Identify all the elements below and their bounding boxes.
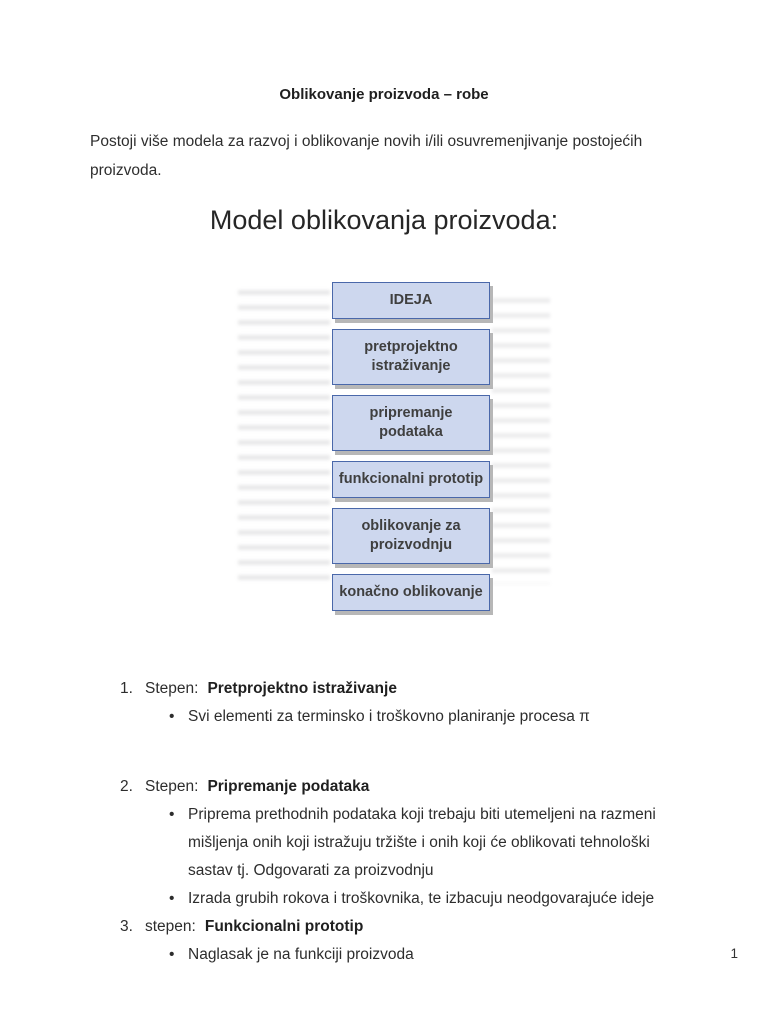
list-item bbox=[90, 913, 678, 969]
list-item-number: 1. bbox=[120, 680, 133, 697]
bullet-item: • Naglasak je na funkciji proizvoda bbox=[163, 941, 678, 969]
list-item-title: Pretprojektno istraživanje bbox=[207, 680, 397, 697]
flowchart-box-oblikovanje: oblikovanje za proizvodnju bbox=[332, 508, 490, 564]
flowchart-box-pripremanje: pripremanje podataka bbox=[332, 395, 490, 451]
flowchart-box-pretprojektno: pretprojektno istraživanje bbox=[332, 329, 490, 385]
flowchart bbox=[90, 282, 678, 611]
bullet-item: • Izrada grubih rokova i troškovnika, te izbacuju neodgovarajuće ideje bbox=[163, 885, 678, 913]
flowchart-box-funkcionalni: funkcionalni prototip bbox=[332, 461, 490, 498]
section-heading: Model oblikovanja proizvoda: bbox=[209, 205, 559, 235]
intro-paragraph: Postoji više modela za razvoj i oblikovanje novih i/ili osuvremenjivanje postojećih proizvoda. bbox=[90, 133, 643, 179]
numbered-list bbox=[90, 675, 678, 969]
list-item-title: Funkcionalni prototip bbox=[204, 918, 364, 935]
scan-bleedthrough-right bbox=[492, 298, 550, 584]
list-item-heading bbox=[120, 913, 678, 941]
bullet-item: • Priprema prethodnih podataka koji trebaju biti utemeljeni na razmeni mišljenja onih koji istražuju tržište i onih koji će oblikovati tehnološki sastav tj. Odgovarati za proizvodnju bbox=[163, 801, 678, 885]
list-item-number: 2. bbox=[120, 778, 133, 795]
list-item-title: Pripremanje podataka bbox=[207, 778, 370, 795]
flowchart-box-ideja: IDEJA bbox=[332, 282, 490, 319]
flowchart-box-konacno: konačno oblikovanje bbox=[332, 574, 490, 611]
list-item-prefix: stepen: bbox=[145, 918, 196, 935]
list-item bbox=[90, 773, 678, 913]
page-number: 1 bbox=[730, 946, 738, 961]
document-title: Oblikovanje proizvoda – robe bbox=[279, 86, 489, 103]
list-item bbox=[90, 675, 678, 731]
flowchart-boxes bbox=[332, 282, 490, 611]
list-item-prefix: Stepen: bbox=[145, 778, 199, 795]
scan-bleedthrough-left bbox=[238, 290, 330, 588]
list-item-prefix: Stepen: bbox=[145, 680, 199, 697]
list-item-number: 3. bbox=[120, 918, 133, 935]
list-item-heading bbox=[120, 675, 678, 703]
bullet-item: • Svi elementi za terminsko i troškovno planiranje procesa π bbox=[163, 703, 678, 731]
list-item-heading bbox=[120, 773, 678, 801]
